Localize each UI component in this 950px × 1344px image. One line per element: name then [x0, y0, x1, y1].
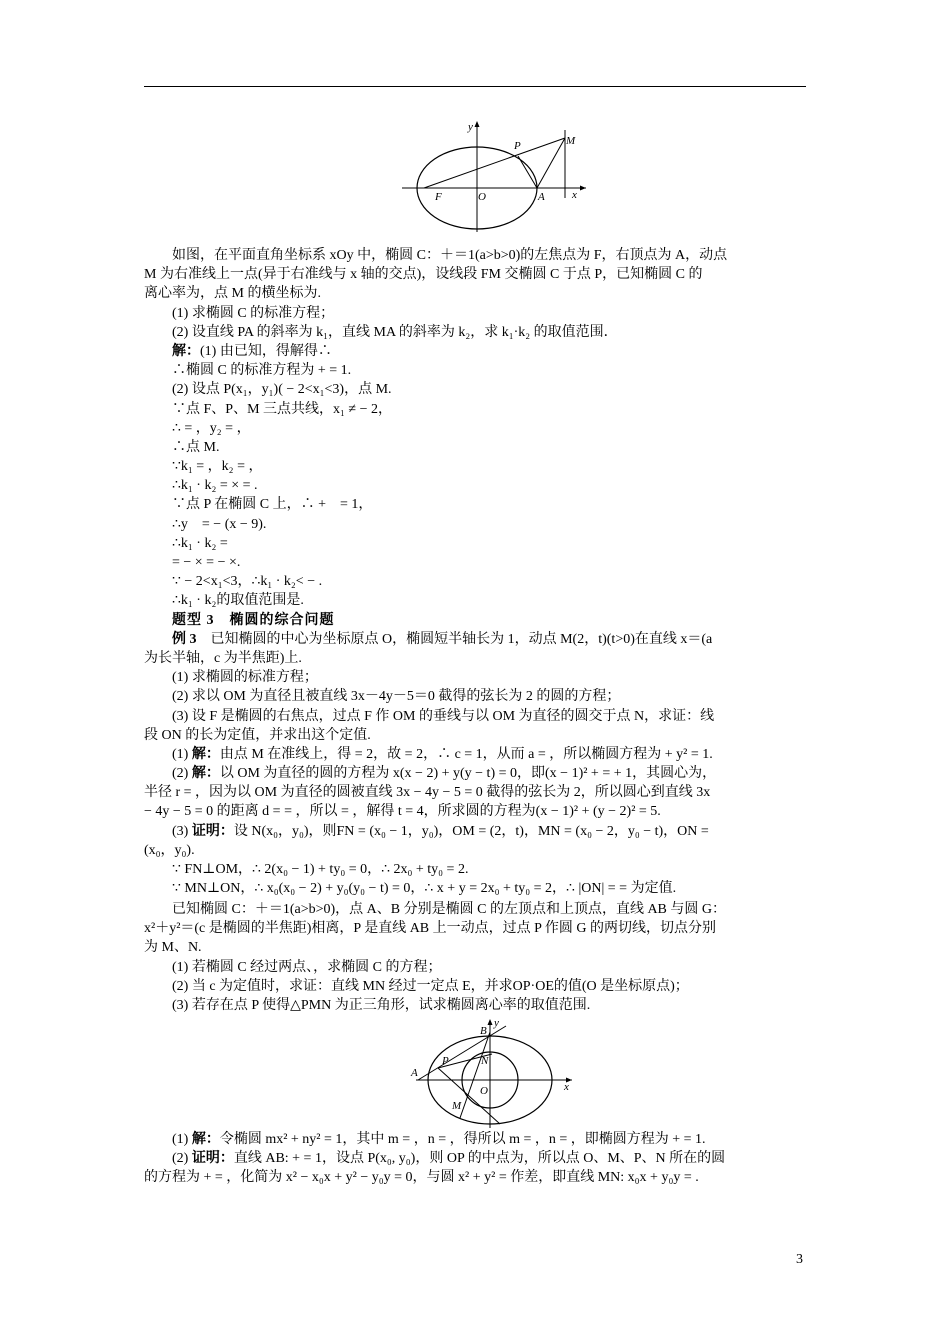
proof-text: 设 N(x₀，y₀)，则FN = (x₀ − 1，y₀)，OM = (2，t)，MN = (x₀ − 2，y₀ − t)，ON =: [233, 823, 709, 839]
text-line: 段 ON 的长为定值，并求出这个定值.: [144, 727, 371, 743]
solution-line: [144, 1130, 806, 1149]
solution-line: [144, 764, 806, 783]
section-1: [144, 246, 806, 898]
text-line: 已知椭圆 C：＋＝1(a>b>0)，点 A、B 分别是椭圆 C 的左顶点和上顶点，直线 AB 与圆 G：: [172, 902, 727, 917]
num: (3): [172, 823, 192, 839]
topic-heading: 题型 3 椭圆的综合问题: [172, 612, 335, 628]
text-line: ∴k₁ · k₂ =: [172, 535, 228, 551]
text-line: ∵点 F、P、M 三点共线，x₁ ≠ − 2，: [172, 401, 392, 417]
num: (1): [172, 1132, 192, 1147]
label-m: M: [452, 1100, 462, 1112]
problem-2: [144, 900, 806, 1015]
solution-start: [144, 342, 806, 361]
text-line: 为长半轴，c 为半焦距)上.: [144, 650, 302, 666]
num: (1): [172, 746, 192, 762]
label-x: x: [564, 1081, 569, 1093]
text-line: ∵k₁ = ，k₂ = ，: [172, 459, 263, 475]
text-line: (x₀，y₀).: [144, 842, 195, 858]
text-line: ∴k₁ · k₂的取值范围是.: [172, 593, 304, 609]
line-ab: [418, 1026, 506, 1080]
label-p: P: [514, 140, 521, 152]
text-line: 如图，在平面直角坐标系 xOy 中，椭圆 C：＋＝1(a>b>0)的左焦点为 F，右顶点为 A，动点: [172, 248, 728, 263]
text-line: (1) 若椭圆 C 经过两点、，求椭圆 C 的方程；: [172, 959, 442, 975]
text-line: (1) 求椭圆的标准方程；: [172, 670, 318, 686]
label-n: N: [481, 1055, 489, 1067]
label-a: A: [411, 1067, 418, 1079]
solution-line: [144, 745, 806, 764]
text-line: (2) 设直线 PA 的斜率为 k₁，直线 MA 的斜率为 k₂，求 k₁·k₂ 的取值范围．: [172, 324, 618, 340]
label-a: A: [538, 191, 545, 203]
x-axis-arrow: [580, 186, 586, 191]
solution-label: 解：: [172, 343, 200, 359]
solution-label: 解：: [191, 766, 220, 782]
label-o: O: [478, 191, 486, 203]
segment-ma: [537, 138, 565, 188]
label-y: y: [468, 121, 473, 133]
solution-label: 解：: [191, 746, 220, 762]
text-line: 为 M、N.: [144, 940, 202, 956]
tangent-pm: [438, 1068, 500, 1124]
text-line: ∵点 P 在椭圆 C 上，∴ + = 1，: [172, 497, 373, 513]
text-line: ∴y = − (x − 9).: [172, 516, 267, 532]
ellipse-figure-2: [408, 1018, 578, 1130]
label-f: F: [435, 191, 442, 203]
solution-final: [144, 1130, 806, 1188]
text-line: (3) 若存在点 P 使得△PMN 为正三角形，试求椭圆离心率的取值范围.: [172, 997, 591, 1013]
proof-label: 证明：: [191, 1151, 234, 1167]
label-p: P: [442, 1055, 449, 1067]
y-axis-arrow: [488, 1019, 493, 1025]
solution-text: 令椭圆 mx² + ny² = 1，其中 m = ，n = ，得所以 m = ，n = ，即椭圆方程为 + = 1.: [219, 1132, 706, 1147]
text-line: = − × = − ×.: [172, 555, 241, 570]
text-line: 离心率为，点 M 的横坐标为.: [144, 286, 321, 302]
text-line: 的方程为 + = ，化简为 x² − x₀x + y² − y₀y = 0，与圆 x² + y² = 作差，即直线 MN: x₀x + y₀y = .: [144, 1170, 699, 1186]
text-line: x²＋y²＝(c 是椭圆的半焦距)相离，P 是直线 AB 上一动点，过点 P 作圆 G 的两切线，切点分别: [144, 921, 717, 937]
label-o: O: [480, 1085, 488, 1097]
solution-text: 以 OM 为直径的圆的方程为 x(x − 2) + y(y − t) = 0，即(x − 1)² + = + 1，其圆心为，: [219, 766, 717, 782]
example-3-line: [144, 630, 806, 649]
label-x: x: [572, 189, 577, 201]
text-line: ∴椭圆 C 的标准方程为 + = 1.: [172, 363, 352, 379]
proof-label: 证明：: [191, 823, 234, 839]
num: (2): [172, 1151, 192, 1167]
proof-line: [144, 822, 806, 841]
solution-text: 由点 M 在准线上，得 = 2，故 = 2，∴ c = 1，从而 a = ，所以椭圆方程为 + y² = 1.: [219, 746, 713, 762]
num: (2): [172, 766, 192, 782]
example-label: 例 3: [172, 631, 197, 647]
ellipse-figure-1: [400, 118, 590, 236]
label-m: M: [566, 135, 576, 147]
page-number: 3: [796, 1252, 803, 1267]
proof-text: 直线 AB: + = 1，设点 P(x₀, y₀)，则 OP 的中点为，所以点 O、M、P、N 所在的圆: [233, 1151, 726, 1167]
text-line: ∵ − 2<x₁<3，∴k₁ · k₂< − .: [172, 574, 323, 590]
text-line: (2) 设点 P(x₁，y₁)( − 2<x₁<3)，点 M.: [172, 382, 392, 398]
text-line: ∵ MN⊥ON，∴ x₀(x₀ − 2) + y₀(y₀ − t) = 0，∴ x + y = 2x₀ + ty₀ = 2，∴ |ON| = = 为定值.: [172, 881, 677, 897]
solution-label: 解：: [191, 1132, 220, 1147]
text-line: − 4y − 5 = 0 的距离 d = = ，所以 = ，解得 t = 4，所求圆的方程为(x − 1)² + (y − 2)² = 5.: [144, 804, 661, 820]
text-line: (2) 求以 OM 为直径且被直线 3x－4y－5＝0 截得的弦长为 2 的圆的方程；: [172, 689, 621, 705]
text-line: ∴k₁ · k₂ = × = .: [172, 478, 258, 494]
segment-fm: [424, 138, 565, 188]
text-line: (2) 当 c 为定值时，求证：直线 MN 经过一定点 E，并求OP·OE的值(O 是坐标原点)；: [172, 978, 689, 994]
text-line: ∴ = ，y₂ = ，: [172, 420, 251, 436]
segment-pa: [518, 156, 537, 188]
header-rule: [144, 86, 806, 87]
proof-line: [144, 1149, 806, 1168]
text-line: ∴点 M.: [172, 439, 220, 455]
text-line: M 为右准线上一点(异于右准线与 x 轴的交点)，设线段 FM 交椭圆 C 于点 P，已知椭圆 C 的: [144, 267, 703, 283]
y-axis-arrow: [475, 121, 480, 127]
text-line: ∵ FN⊥OM，∴ 2(x₀ − 1) + ty₀ = 0，∴ 2x₀ + ty₀ = 2.: [172, 862, 469, 877]
label-b: B: [480, 1025, 487, 1037]
text-line: 半径 r = ，因为以 OM 为直径的圆被直线 3x − 4y − 5 = 0 截得的弦长为 2，所以圆心到直线 3x: [144, 785, 711, 801]
label-y: y: [494, 1018, 499, 1029]
solution-text: (1) 由已知，得解得∴: [200, 343, 332, 359]
text-line: (1) 求椭圆 C 的标准方程；: [172, 305, 335, 321]
example-text: 已知椭圆的中心为坐标原点 O，椭圆短半轴长为 1，动点 M(2，t)(t>0)在直线 x＝(a: [210, 631, 713, 647]
text-line: (3) 设 F 是椭圆的右焦点，过点 F 作 OM 的垂线与以 OM 为直径的圆交于点 N，求证：线: [172, 708, 715, 724]
